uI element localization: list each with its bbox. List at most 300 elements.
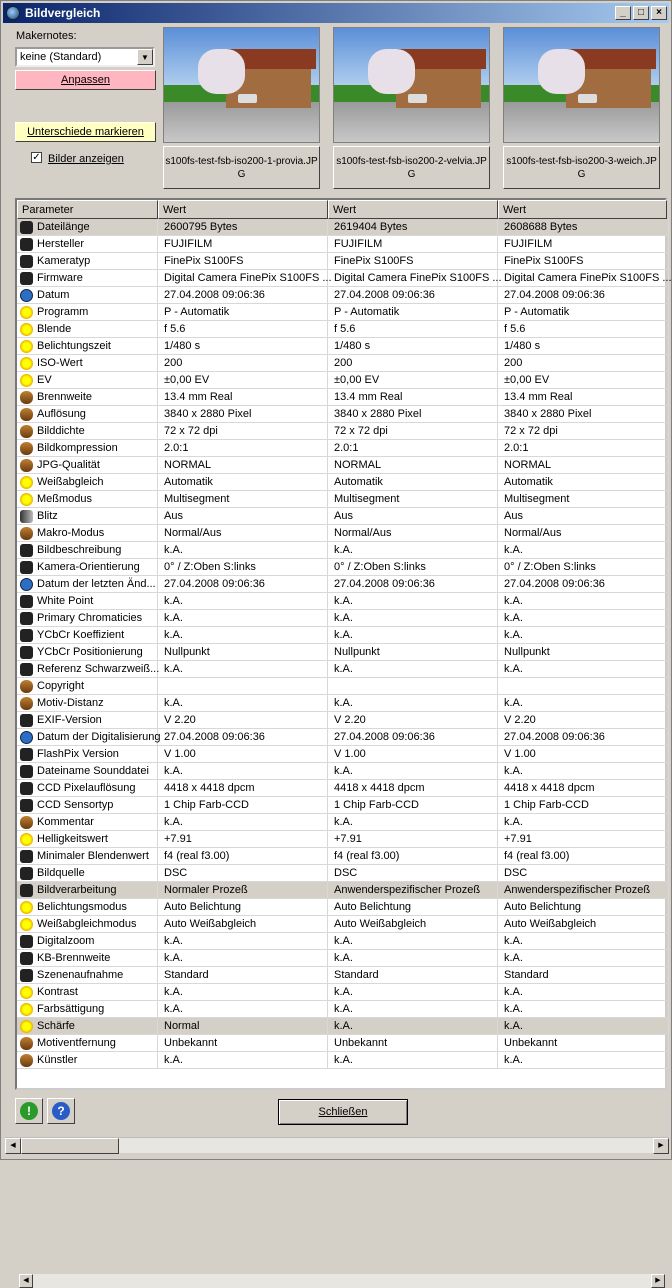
parameter-cell	[17, 253, 158, 270]
table-row[interactable]	[17, 661, 667, 678]
parameter-cell	[17, 576, 158, 593]
parameter-cell	[17, 950, 158, 967]
table-row[interactable]	[17, 644, 667, 661]
parameter-label: Dateiname Sounddatei	[37, 765, 149, 777]
anpassen-button[interactable]: Anpassen	[15, 70, 156, 90]
value-cell: k.A.	[328, 695, 498, 712]
camera-icon	[20, 646, 33, 659]
value-cell: 2.0:1	[328, 440, 498, 457]
table-row[interactable]	[17, 950, 667, 967]
value-cell: 1/480 s	[158, 338, 328, 355]
value-cell: 13.4 mm Real	[158, 389, 328, 406]
close-window-button[interactable]: ×	[651, 6, 667, 20]
parameter-label: Farbsättigung	[37, 1003, 105, 1015]
sun-icon	[20, 340, 33, 353]
value-cell: P - Automatik	[158, 304, 328, 321]
parameter-cell	[17, 525, 158, 542]
sun-icon	[20, 1003, 33, 1016]
value-cell: V 1.00	[328, 746, 498, 763]
value-cell: k.A.	[498, 1018, 669, 1035]
value-cell: Auto Weißabgleich	[158, 916, 328, 933]
help-button[interactable]	[47, 1098, 75, 1124]
value-cell: NORMAL	[328, 457, 498, 474]
parameter-label: Weißabgleichmodus	[37, 918, 137, 930]
scroll-left-icon[interactable]: ◀	[5, 1138, 21, 1154]
value-cell: 2.0:1	[498, 440, 669, 457]
parameter-label: Bildverarbeitung	[37, 884, 117, 896]
value-cell: k.A.	[158, 814, 328, 831]
value-cell: 27.04.2008 09:06:36	[158, 576, 328, 593]
image-caption-button[interactable]: s100fs-test-fsb-iso200-2-velvia.JPG	[333, 146, 490, 189]
value-cell: 27.04.2008 09:06:36	[158, 729, 328, 746]
value-cell: k.A.	[158, 763, 328, 780]
sun-icon	[20, 374, 33, 387]
value-cell: f4 (real f3.00)	[498, 848, 669, 865]
parameter-label: Hersteller	[37, 238, 85, 250]
value-cell: Auto Weißabgleich	[328, 916, 498, 933]
value-cell: k.A.	[498, 1052, 669, 1069]
table-row[interactable]	[17, 627, 667, 644]
value-cell: P - Automatik	[498, 304, 669, 321]
value-cell: ±0,00 EV	[158, 372, 328, 389]
column-header-parameter[interactable]: Parameter	[17, 200, 158, 219]
value-cell: k.A.	[328, 763, 498, 780]
table-row[interactable]	[17, 678, 667, 695]
table-row[interactable]	[17, 882, 667, 899]
car	[238, 94, 257, 103]
parameter-cell	[17, 695, 158, 712]
value-cell: Automatik	[158, 474, 328, 491]
parameter-cell	[17, 967, 158, 984]
person-icon	[20, 459, 33, 472]
table-row[interactable]	[17, 423, 667, 440]
parameter-label: Künstler	[37, 1054, 78, 1066]
value-cell: Standard	[158, 967, 328, 984]
window-horizontal-scrollbar[interactable]	[5, 1137, 669, 1153]
table-row[interactable]	[17, 695, 667, 712]
road	[504, 102, 659, 142]
value-cell: Multisegment	[498, 491, 669, 508]
value-cell: 0° / Z:Oben S:links	[158, 559, 328, 576]
value-cell: 200	[328, 355, 498, 372]
parameter-cell	[17, 1052, 158, 1069]
person-icon	[20, 816, 33, 829]
value-cell: 1/480 s	[498, 338, 669, 355]
value-cell: Normal/Aus	[158, 525, 328, 542]
table-row[interactable]	[17, 916, 667, 933]
value-cell: Unbekannt	[498, 1035, 669, 1052]
table-row[interactable]	[17, 457, 667, 474]
value-cell: V 2.20	[498, 712, 669, 729]
value-cell: 3840 x 2880 Pixel	[158, 406, 328, 423]
parameter-label: Bildbeschreibung	[37, 544, 122, 556]
flash-icon	[20, 510, 33, 523]
table-row[interactable]	[17, 848, 667, 865]
parameter-label: Kamera-Orientierung	[37, 561, 140, 573]
value-cell: 72 x 72 dpi	[498, 423, 669, 440]
sun-icon	[20, 493, 33, 506]
table-row[interactable]	[17, 338, 667, 355]
parameter-cell	[17, 1018, 158, 1035]
scroll-thumb[interactable]	[21, 1138, 119, 1154]
value-cell: NORMAL	[498, 457, 669, 474]
value-cell: FUJIFILM	[328, 236, 498, 253]
person-icon	[20, 391, 33, 404]
value-cell: k.A.	[498, 763, 669, 780]
table-row[interactable]	[17, 525, 667, 542]
sun-icon	[20, 833, 33, 846]
table-row[interactable]	[17, 372, 667, 389]
parameter-label: Belichtungszeit	[37, 340, 111, 352]
value-cell	[498, 678, 669, 695]
value-cell: Nullpunkt	[328, 644, 498, 661]
parameter-label: CCD Pixelauflösung	[37, 782, 136, 794]
parameter-label: FlashPix Version	[37, 748, 119, 760]
tree	[368, 49, 415, 95]
parameter-label: Firmware	[37, 272, 83, 284]
car	[578, 94, 597, 103]
value-cell: Automatik	[328, 474, 498, 491]
value-cell: k.A.	[328, 984, 498, 1001]
value-cell: 1 Chip Farb-CCD	[498, 797, 669, 814]
value-cell: ±0,00 EV	[498, 372, 669, 389]
parameter-cell	[17, 916, 158, 933]
table-row[interactable]	[17, 1052, 667, 1069]
table-row[interactable]	[17, 763, 667, 780]
parameter-label: Kameratyp	[37, 255, 91, 267]
table-header	[17, 200, 667, 219]
road	[334, 102, 489, 142]
table-row[interactable]	[17, 610, 667, 627]
value-cell: +7.91	[328, 831, 498, 848]
value-cell: k.A.	[328, 593, 498, 610]
image-caption-button[interactable]: s100fs-test-fsb-iso200-3-weich.JPG	[503, 146, 660, 189]
value-cell: FinePix S100FS	[158, 253, 328, 270]
parameter-label: Digitalzoom	[37, 935, 95, 947]
value-cell: k.A.	[158, 661, 328, 678]
camera-icon	[20, 238, 33, 251]
makernotes-select[interactable]	[15, 47, 155, 67]
maximize-button[interactable]: □	[633, 6, 649, 20]
value-cell: 72 x 72 dpi	[328, 423, 498, 440]
sun-icon	[20, 918, 33, 931]
image-thumbnail[interactable]	[333, 27, 490, 143]
value-cell: k.A.	[158, 933, 328, 950]
value-cell: Auto Belichtung	[328, 899, 498, 916]
value-cell: k.A.	[158, 627, 328, 644]
column-header-wert[interactable]: Wert	[158, 200, 328, 219]
table-row[interactable]	[17, 865, 667, 882]
scroll-right-icon[interactable]: ▶	[653, 1138, 669, 1154]
mark-differences-button[interactable]: Unterschiede markieren	[15, 122, 156, 142]
parameter-label: Makro-Modus	[37, 527, 105, 539]
parameter-label: KB-Brennweite	[37, 952, 111, 964]
value-cell: Unbekannt	[328, 1035, 498, 1052]
value-cell: Auto Belichtung	[158, 899, 328, 916]
value-cell: Digital Camera FinePix S100FS ...	[328, 270, 498, 287]
camera-icon	[20, 544, 33, 557]
table-row[interactable]	[17, 236, 667, 253]
table-row[interactable]	[17, 406, 667, 423]
value-cell: DSC	[328, 865, 498, 882]
sun-icon	[20, 306, 33, 319]
value-cell: 200	[498, 355, 669, 372]
value-cell: k.A.	[498, 950, 669, 967]
value-cell: FUJIFILM	[498, 236, 669, 253]
show-images-checkbox[interactable]: ✓	[32, 152, 41, 163]
value-cell: f 5.6	[158, 321, 328, 338]
value-cell: V 2.20	[158, 712, 328, 729]
value-cell: k.A.	[158, 1001, 328, 1018]
parameter-cell	[17, 865, 158, 882]
table-row[interactable]	[17, 576, 667, 593]
column-header-wert[interactable]: Wert	[498, 200, 667, 219]
table-row[interactable]	[17, 1018, 667, 1035]
parameter-label: EV	[37, 374, 52, 386]
value-cell: Normal	[158, 1018, 328, 1035]
column-header-wert[interactable]: Wert	[328, 200, 498, 219]
table-row[interactable]	[17, 219, 667, 236]
table-row[interactable]	[17, 746, 667, 763]
value-cell: f4 (real f3.00)	[158, 848, 328, 865]
parameter-cell	[17, 389, 158, 406]
table-row[interactable]	[17, 542, 667, 559]
value-cell: 4418 x 4418 dpcm	[328, 780, 498, 797]
table-row[interactable]	[17, 508, 667, 525]
value-cell: k.A.	[498, 984, 669, 1001]
parameter-label: Kontrast	[37, 986, 78, 998]
parameter-label: Referenz Schwarzweiß...	[37, 663, 160, 675]
table-row[interactable]	[17, 559, 667, 576]
value-cell: k.A.	[498, 695, 669, 712]
value-cell: Anwenderspezifischer Prozeß	[328, 882, 498, 899]
parameter-label: ISO-Wert	[37, 357, 83, 369]
close-button[interactable]: Schließen	[278, 1099, 408, 1125]
parameter-label: Brennweite	[37, 391, 93, 403]
image-thumbnail[interactable]	[503, 27, 660, 143]
parameter-cell	[17, 559, 158, 576]
value-cell: Auto Weißabgleich	[498, 916, 669, 933]
parameter-cell	[17, 287, 158, 304]
value-cell: 27.04.2008 09:06:36	[328, 287, 498, 304]
table-row[interactable]	[17, 984, 667, 1001]
value-cell: k.A.	[498, 610, 669, 627]
parameter-cell	[17, 678, 158, 695]
value-cell: Multisegment	[158, 491, 328, 508]
table-row[interactable]	[17, 355, 667, 372]
parameter-label: Meßmodus	[37, 493, 93, 505]
value-cell: f 5.6	[498, 321, 669, 338]
table-row[interactable]	[17, 814, 667, 831]
value-cell: 2619404 Bytes	[328, 219, 498, 236]
parameter-label: Bildkompression	[37, 442, 118, 454]
value-cell: 200	[158, 355, 328, 372]
table-row[interactable]	[17, 270, 672, 287]
camera-icon	[20, 969, 33, 982]
value-cell: Unbekannt	[158, 1035, 328, 1052]
parameter-cell	[17, 508, 158, 525]
parameter-label: Bildquelle	[37, 867, 85, 879]
chevron-down-icon[interactable]: ▼	[137, 49, 153, 65]
value-cell: k.A.	[328, 542, 498, 559]
value-cell: k.A.	[328, 933, 498, 950]
value-cell: 1/480 s	[328, 338, 498, 355]
table-row[interactable]	[17, 831, 667, 848]
camera-icon	[20, 935, 33, 948]
table-row[interactable]	[17, 933, 667, 950]
value-cell: DSC	[498, 865, 669, 882]
parameter-cell	[17, 610, 158, 627]
value-cell: Normaler Prozeß	[158, 882, 328, 899]
table-row[interactable]	[17, 593, 667, 610]
parameter-cell	[17, 644, 158, 661]
camera-icon	[20, 595, 33, 608]
app-icon	[6, 6, 20, 20]
parameter-label: Belichtungsmodus	[37, 901, 127, 913]
value-cell: k.A.	[328, 950, 498, 967]
tree	[198, 49, 245, 95]
table-row[interactable]	[17, 899, 667, 916]
value-cell: Aus	[328, 508, 498, 525]
scroll-right-icon[interactable]: ▶	[651, 1274, 665, 1288]
table-horizontal-scrollbar[interactable]	[19, 1274, 665, 1288]
parameter-cell	[17, 423, 158, 440]
table-row[interactable]	[17, 304, 667, 321]
table-row[interactable]	[17, 780, 667, 797]
parameter-cell	[17, 338, 158, 355]
camera-icon	[20, 272, 33, 285]
parameter-label: Auflösung	[37, 408, 86, 420]
value-cell: k.A.	[328, 1052, 498, 1069]
parameter-cell	[17, 661, 158, 678]
parameter-cell	[17, 304, 158, 321]
question-icon: ?	[52, 1102, 70, 1120]
camera-icon	[20, 561, 33, 574]
image-caption-button[interactable]: s100fs-test-fsb-iso200-1-provia.JPG	[163, 146, 320, 189]
value-cell: k.A.	[498, 542, 669, 559]
table-row[interactable]	[17, 1035, 667, 1052]
value-cell: +7.91	[158, 831, 328, 848]
value-cell: f4 (real f3.00)	[328, 848, 498, 865]
value-cell: DSC	[158, 865, 328, 882]
table-row[interactable]	[17, 440, 667, 457]
sun-icon	[20, 323, 33, 336]
image-thumbnail[interactable]	[163, 27, 320, 143]
parameter-label: YCbCr Positionierung	[37, 646, 143, 658]
table-row[interactable]	[17, 287, 667, 304]
value-cell: V 2.20	[328, 712, 498, 729]
person-icon	[20, 680, 33, 693]
value-cell: Aus	[498, 508, 669, 525]
camera-icon	[20, 782, 33, 795]
value-cell: Anwenderspezifischer Prozeß	[498, 882, 669, 899]
person-icon	[20, 425, 33, 438]
title-bar[interactable]	[3, 3, 669, 23]
table-row[interactable]	[17, 712, 667, 729]
parameter-cell	[17, 848, 158, 865]
parameter-cell	[17, 236, 158, 253]
table-row[interactable]	[17, 389, 667, 406]
clock-icon	[20, 289, 33, 302]
parameter-cell	[17, 627, 158, 644]
parameter-label: White Point	[37, 595, 94, 607]
value-cell: k.A.	[328, 627, 498, 644]
value-cell: k.A.	[158, 695, 328, 712]
value-cell: 27.04.2008 09:06:36	[328, 576, 498, 593]
table-row[interactable]	[17, 253, 667, 270]
parameter-cell	[17, 763, 158, 780]
table-row[interactable]	[17, 967, 667, 984]
sun-icon	[20, 986, 33, 999]
table-row[interactable]	[17, 729, 667, 746]
window-title: Bildvergleich	[25, 6, 101, 20]
table-row[interactable]	[17, 474, 667, 491]
parameter-cell	[17, 491, 158, 508]
parameter-cell	[17, 1035, 158, 1052]
parameter-cell	[17, 899, 158, 916]
sun-icon	[20, 1020, 33, 1033]
value-cell: k.A.	[328, 661, 498, 678]
value-cell: k.A.	[158, 950, 328, 967]
show-images-label[interactable]: Bilder anzeigen	[48, 153, 124, 165]
parameter-cell	[17, 406, 158, 423]
makernotes-value: keine (Standard)	[20, 51, 102, 63]
camera-icon	[20, 884, 33, 897]
parameter-label: Programm	[37, 306, 89, 318]
parameter-cell	[17, 831, 158, 848]
camera-icon	[20, 255, 33, 268]
value-cell: 2608688 Bytes	[498, 219, 669, 236]
parameter-cell	[17, 814, 158, 831]
table-row[interactable]	[17, 321, 667, 338]
table-row[interactable]	[17, 1001, 667, 1018]
parameter-cell	[17, 542, 158, 559]
value-cell: 72 x 72 dpi	[158, 423, 328, 440]
value-cell: k.A.	[498, 627, 669, 644]
parameter-label: Dateilänge	[37, 221, 90, 233]
car	[408, 94, 427, 103]
parameter-label: Blitz	[37, 510, 58, 522]
info-button[interactable]	[15, 1098, 43, 1124]
value-cell: k.A.	[498, 661, 669, 678]
table-row[interactable]	[17, 797, 667, 814]
value-cell: 27.04.2008 09:06:36	[328, 729, 498, 746]
value-cell: k.A.	[158, 542, 328, 559]
parameter-cell	[17, 372, 158, 389]
parameter-cell	[17, 593, 158, 610]
table-row[interactable]	[17, 491, 667, 508]
parameter-label: Datum der Digitalisierung	[37, 731, 161, 743]
parameter-cell	[17, 457, 158, 474]
scroll-left-icon[interactable]: ◀	[19, 1274, 33, 1288]
camera-icon	[20, 748, 33, 761]
value-cell	[158, 678, 328, 695]
value-cell: Multisegment	[328, 491, 498, 508]
value-cell: k.A.	[158, 610, 328, 627]
camera-icon	[20, 952, 33, 965]
parameter-cell	[17, 746, 158, 763]
minimize-button[interactable]: _	[615, 6, 631, 20]
value-cell: k.A.	[328, 1018, 498, 1035]
parameter-cell	[17, 882, 158, 899]
value-cell: 1 Chip Farb-CCD	[158, 797, 328, 814]
clock-icon	[20, 578, 33, 591]
road	[164, 102, 319, 142]
value-cell: k.A.	[498, 1001, 669, 1018]
parameter-label: Szenenaufnahme	[37, 969, 124, 981]
value-cell: 1 Chip Farb-CCD	[328, 797, 498, 814]
value-cell: k.A.	[158, 984, 328, 1001]
